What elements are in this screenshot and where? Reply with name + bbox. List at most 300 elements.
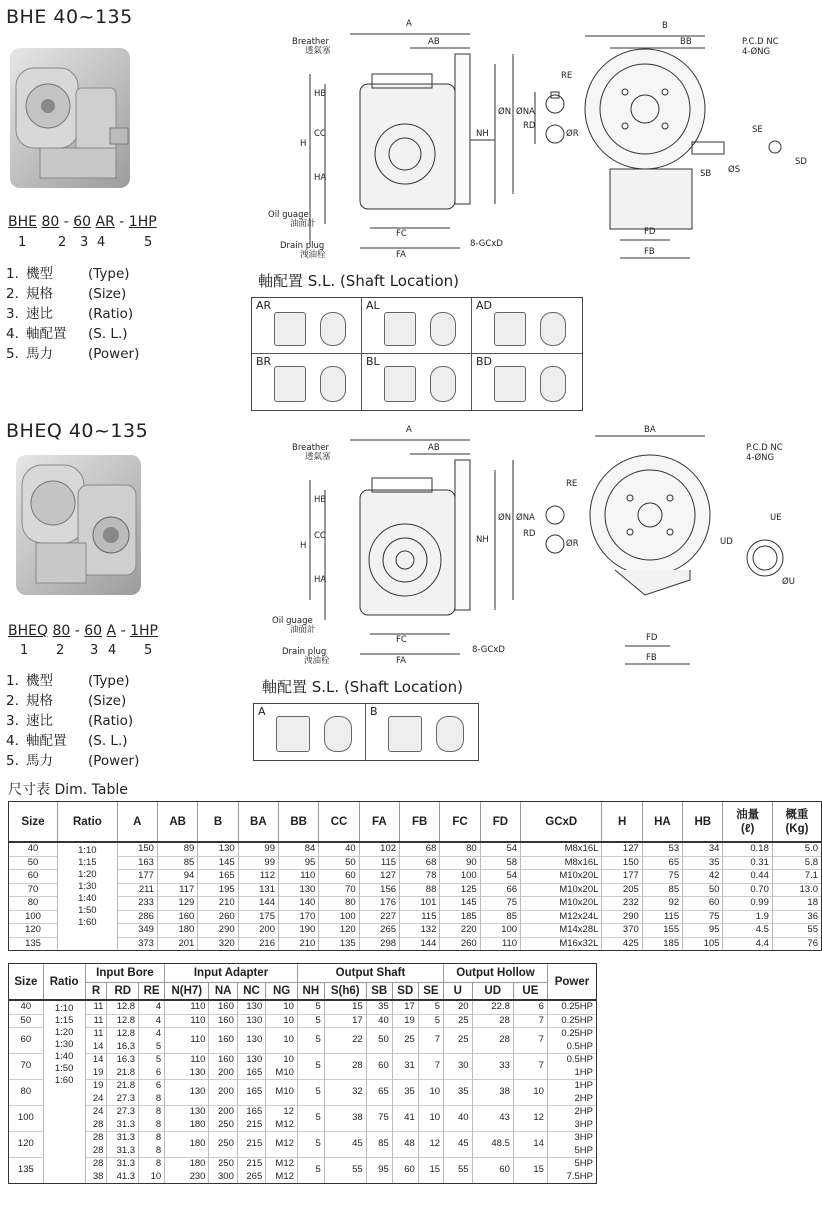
- cell-value: 140: [279, 897, 319, 911]
- cell-hollow: 7: [513, 1014, 547, 1028]
- cell-shaft: 15: [418, 1158, 443, 1184]
- cell-shaft: 75: [366, 1106, 392, 1132]
- cell-value: 131: [238, 883, 278, 897]
- cell-hollow: 35: [444, 1080, 472, 1106]
- th-weight: 概重 (Kg): [772, 802, 821, 842]
- cell-bore: 31.3: [107, 1158, 139, 1171]
- bhe-legend-list: [6, 264, 139, 364]
- cell-value: 180: [157, 924, 197, 938]
- cell-size: 80: [9, 1080, 43, 1106]
- cell-adapter: 250: [209, 1119, 237, 1132]
- cell-bore: 27.3: [107, 1093, 139, 1106]
- cell-bore: 8: [139, 1119, 165, 1132]
- cell-shaft: 15: [324, 1000, 366, 1014]
- th2-sub: NC: [237, 982, 265, 1000]
- table-row: [9, 1158, 596, 1171]
- cell-size: 60: [9, 1028, 43, 1054]
- bhe-product-photo: [10, 48, 130, 188]
- bhe-dim-s: ØS: [728, 165, 741, 175]
- bheq-dim-n: ØN: [498, 513, 512, 523]
- bhe-dim-n: ØN: [498, 107, 512, 117]
- cell-value: 85: [157, 856, 197, 870]
- cell-adapter: 215: [237, 1158, 265, 1171]
- cell-value: 176: [359, 897, 399, 911]
- table-row: [9, 883, 821, 897]
- cell-value: 135: [319, 937, 359, 950]
- cell-bore: 11: [85, 1014, 107, 1028]
- cell-bore: 4: [139, 1000, 165, 1014]
- th2-input-adapter: Input Adapter: [165, 964, 298, 982]
- th2-sub: NG: [266, 982, 298, 1000]
- cell-adapter: 160: [209, 1000, 237, 1014]
- th2-sub: R: [85, 982, 107, 1000]
- cell-shaft: 5: [297, 1158, 324, 1184]
- cell-value: 75: [683, 910, 723, 924]
- cell-bore: 28: [85, 1132, 107, 1145]
- cell-adapter: 10: [266, 1000, 298, 1014]
- bhe-dim-r: ØR: [566, 129, 579, 139]
- bhe-sl-grid: [251, 297, 583, 411]
- bhe-drain-label: Drain plug: [280, 241, 325, 251]
- cell-size: 135: [9, 1158, 43, 1184]
- cell-power: 2HP: [547, 1106, 596, 1119]
- cell-hollow: 14: [513, 1132, 547, 1158]
- cell-hollow: 43: [472, 1106, 513, 1132]
- bheq-dim-pcd: P.C.D NC: [746, 443, 783, 453]
- bheq-dim-u: ØU: [782, 577, 795, 587]
- bhe-model-code: BHE 80 - 60 AR - 1HP: [8, 214, 157, 230]
- cell-value: 90: [440, 856, 480, 870]
- bheq-dim-fc: FC: [396, 635, 407, 645]
- bhe-dim-nh: NH: [476, 129, 489, 139]
- cell-shaft: 12: [418, 1132, 443, 1158]
- cell-adapter: 160: [209, 1014, 237, 1028]
- cell-bore: 4: [139, 1028, 165, 1041]
- cell-shaft: 48: [392, 1132, 418, 1158]
- cell-value: 34: [683, 842, 723, 856]
- cell-hollow: 20: [444, 1000, 472, 1014]
- bheq-legend-list: [6, 671, 139, 771]
- bhe-dim-cc: CC: [314, 129, 326, 139]
- bhe-dim-fd: FD: [644, 227, 656, 237]
- cell-value: 94: [157, 870, 197, 884]
- bhe-technical-drawing: [250, 14, 820, 264]
- bhe-dim-na: ØNA: [516, 107, 535, 117]
- cell-shaft: 5: [297, 1000, 324, 1014]
- cell-adapter: 230: [165, 1171, 209, 1184]
- cell-value: 185: [440, 910, 480, 924]
- cell-bore: 8: [139, 1158, 165, 1171]
- ratio-value: 1:10: [54, 1003, 74, 1014]
- table2-subheader-row: [9, 982, 596, 1000]
- cell-value: 265: [359, 924, 399, 938]
- bhe-dim-gc: 8-GCxD: [470, 239, 503, 249]
- cell-value: 165: [198, 870, 238, 884]
- cell-bore: 14: [85, 1054, 107, 1067]
- cell-value: 175: [238, 910, 278, 924]
- bhe-dim-sd: SD: [795, 157, 807, 167]
- legend-item: 2. 規格 (Size): [6, 693, 127, 709]
- cell-hollow: 25: [444, 1014, 472, 1028]
- th-fb: FB: [400, 802, 440, 842]
- legend-item: 1. 機型 (Type): [6, 266, 130, 282]
- cell-value: 144: [400, 937, 440, 950]
- cell-adapter: 200: [209, 1106, 237, 1119]
- cell-value: 298: [359, 937, 399, 950]
- bhe-breather-label: Breather: [292, 37, 330, 47]
- cell-adapter: 180: [165, 1119, 209, 1132]
- bhe-oil-label: Oil guage: [268, 210, 309, 220]
- cell-value: 115: [400, 910, 440, 924]
- th-b: B: [198, 802, 238, 842]
- cell-adapter: M10: [266, 1080, 298, 1106]
- cell-value: 68: [400, 842, 440, 856]
- cell-value: 85: [642, 883, 682, 897]
- bhe-dim-ha: HA: [314, 173, 327, 183]
- cell-bore: 6: [139, 1067, 165, 1080]
- cell-shaft: 28: [324, 1054, 366, 1080]
- cell-shaft: 10: [418, 1080, 443, 1106]
- bheq-sl-grid: [253, 703, 479, 761]
- cell-value: 115: [359, 856, 399, 870]
- cell-shaft: 41: [392, 1106, 418, 1132]
- cell-bore: 19: [85, 1080, 107, 1093]
- cell-shaft: 5: [297, 1132, 324, 1158]
- cell-bore: 24: [85, 1106, 107, 1119]
- th2-input-bore: Input Bore: [85, 964, 165, 982]
- cell-shaft: 65: [366, 1080, 392, 1106]
- th-cc: CC: [319, 802, 359, 842]
- bheq-title: BHEQ 40~135: [6, 420, 149, 442]
- cell-value: 127: [359, 870, 399, 884]
- cell-adapter: 110: [165, 1014, 209, 1028]
- ratio-value: 1:60: [54, 1075, 74, 1086]
- cell-value: 35: [683, 856, 723, 870]
- cell-bore: 16.3: [107, 1054, 139, 1067]
- bheq-dim-ue: UE: [770, 513, 782, 523]
- bheq-dim-ng: 4-ØNG: [746, 453, 775, 463]
- bheq-dim-na: ØNA: [516, 513, 535, 523]
- bhe-dim-fb: FB: [644, 247, 655, 257]
- cell-value: 120: [319, 924, 359, 938]
- table-row: [9, 1014, 596, 1028]
- cell-bore: 12.8: [107, 1014, 139, 1028]
- cell-size: 120: [9, 1132, 43, 1158]
- cell-bore: 14: [85, 1041, 107, 1054]
- bhe-dim-ab: AB: [428, 37, 440, 47]
- th2-sub: SD: [392, 982, 418, 1000]
- cell-size: 70: [9, 1054, 43, 1080]
- cell-power: 0.5HP: [566, 1040, 593, 1052]
- th2-sub: S(h6): [324, 982, 366, 1000]
- th-h: H: [602, 802, 642, 842]
- cell-power: 3HP: [574, 1118, 593, 1130]
- cell-bore: 8: [139, 1132, 165, 1145]
- bhe-dim-ng: 4-ØNG: [742, 47, 771, 57]
- cell-value: 5.0: [804, 843, 818, 854]
- cell-value: M8x16L: [521, 856, 602, 870]
- cell-power: 0.25HP: [547, 1028, 596, 1041]
- cell-value: 150: [117, 842, 157, 856]
- cell-bore: 5: [139, 1054, 165, 1067]
- th2-sub: SE: [418, 982, 443, 1000]
- legend-item: 4. 軸配置 (S. L.): [6, 326, 128, 342]
- cell-power: 7.5HP: [566, 1170, 593, 1182]
- cell-power: 0.5HP: [547, 1054, 596, 1067]
- cell-bore: 11: [85, 1000, 107, 1014]
- bhe-breather-zh: 透氣塞: [305, 46, 331, 56]
- cell-bore: 8: [139, 1145, 165, 1158]
- cell-power: 0.25HP: [561, 1001, 593, 1012]
- cell-value: 100: [440, 870, 480, 884]
- bheq-dim-fd: FD: [646, 633, 658, 643]
- ratio-value: 1:60: [78, 917, 97, 928]
- ratio-value: 1:30: [78, 881, 97, 892]
- cell-shaft: 5: [297, 1014, 324, 1028]
- bheq-breather-label: Breather: [292, 443, 330, 453]
- cell-adapter: 130: [237, 1028, 265, 1054]
- cell-value: 216: [238, 937, 278, 950]
- cell-hollow: 22.8: [472, 1000, 513, 1014]
- cell-value: 132: [400, 924, 440, 938]
- cell-power: 2HP: [574, 1092, 593, 1104]
- cell-power: 1HP: [574, 1066, 593, 1078]
- cell-hollow: 28: [472, 1028, 513, 1054]
- cell-size: 80: [9, 897, 58, 911]
- cell-adapter: 110: [165, 1000, 209, 1014]
- cell-value: 0.18: [723, 842, 772, 856]
- cell-value: 373: [117, 937, 157, 950]
- cell-value: 177: [602, 870, 642, 884]
- cell-value: 95: [279, 856, 319, 870]
- cell-adapter: 130: [165, 1067, 209, 1080]
- cell-size: 50: [9, 856, 58, 870]
- table-row: [9, 1080, 596, 1093]
- th2-sub: U: [444, 982, 472, 1000]
- ratio-value: 1:40: [54, 1051, 74, 1062]
- th2-sub: NA: [209, 982, 237, 1000]
- cell-adapter: 160: [209, 1054, 237, 1067]
- cell-size: 120: [9, 924, 58, 938]
- cell-value: 102: [359, 842, 399, 856]
- cell-value: 92: [642, 897, 682, 911]
- ratio-value: 1:10: [78, 845, 97, 856]
- cell-hollow: 55: [444, 1158, 472, 1184]
- table2-group-row: [9, 964, 596, 982]
- cell-hollow: 33: [472, 1054, 513, 1080]
- bheq-dim-gc: 8-GCxD: [472, 645, 505, 655]
- bhe-dim-sb: SB: [700, 169, 712, 179]
- th-ratio: Ratio: [58, 802, 118, 842]
- cell-shaft: 5: [297, 1080, 324, 1106]
- cell-hollow: 40: [444, 1106, 472, 1132]
- cell-value: 110: [279, 870, 319, 884]
- bheq-dim-fb: FB: [646, 653, 657, 663]
- ratio-value: 1:30: [54, 1039, 74, 1050]
- cell-value: 99: [238, 842, 278, 856]
- cell-hollow: 12: [513, 1106, 547, 1132]
- cell-adapter: 215: [237, 1119, 265, 1132]
- cell-value: 286: [117, 910, 157, 924]
- cell-bore: 28: [85, 1158, 107, 1171]
- table-row: [9, 910, 821, 924]
- cell-value: 80: [440, 842, 480, 856]
- cell-bore: 10: [139, 1171, 165, 1184]
- cell-size: 135: [9, 937, 58, 950]
- bhe-dim-b: B: [662, 21, 668, 31]
- cell-size: 40: [9, 842, 58, 856]
- bhe-oil-zh: 油面計: [290, 219, 316, 229]
- cell-value: 18: [772, 897, 821, 911]
- cell-value: 190: [279, 924, 319, 938]
- th2-sub: UE: [513, 982, 547, 1000]
- cell-adapter: M12: [266, 1171, 298, 1184]
- cell-shaft: 19: [392, 1014, 418, 1028]
- cell-power: 5HP: [574, 1144, 593, 1156]
- bheq-oil-zh: 油面計: [290, 625, 316, 635]
- th-ab: AB: [157, 802, 197, 842]
- cell-value: 85: [480, 910, 520, 924]
- cell-value: 145: [198, 856, 238, 870]
- cell-adapter: 265: [237, 1171, 265, 1184]
- cell-value: 145: [440, 897, 480, 911]
- bheq-technical-drawing: [250, 420, 820, 670]
- cell-shaft: 22: [324, 1028, 366, 1054]
- cell-value: 42: [683, 870, 723, 884]
- cell-size: 60: [9, 870, 58, 884]
- bheq-dim-hb: HB: [314, 495, 327, 505]
- th2-ratio: Ratio: [43, 964, 85, 1000]
- th-a: A: [117, 802, 157, 842]
- cell-value: M8x16L: [521, 842, 602, 856]
- table-row: [9, 1028, 596, 1041]
- cell-shaft: 35: [366, 1000, 392, 1014]
- cell-value: 210: [198, 897, 238, 911]
- bhe-drain-zh: 洩油栓: [300, 250, 326, 260]
- sl-cell-b: B: [366, 704, 478, 760]
- cell-shaft: 40: [366, 1014, 392, 1028]
- cell-bore: 12.8: [107, 1028, 139, 1041]
- cell-value: 160: [157, 910, 197, 924]
- cell-shaft: 5: [297, 1028, 324, 1054]
- cell-value: 7.1: [772, 870, 821, 884]
- cell-hollow: 38: [472, 1080, 513, 1106]
- bheq-model-code: BHEQ 80 - 60 A - 1HP: [8, 623, 158, 639]
- cell-adapter: 10: [266, 1028, 298, 1054]
- cell-value: 370: [602, 924, 642, 938]
- cell-value: 425: [602, 937, 642, 950]
- bheq-dim-ha: HA: [314, 575, 327, 585]
- cell-value: 75: [480, 897, 520, 911]
- cell-value: M14x28L: [521, 924, 602, 938]
- bheq-drain-label: Drain plug: [282, 647, 327, 657]
- cell-value: 349: [117, 924, 157, 938]
- cell-value: 156: [359, 883, 399, 897]
- cell-value: 75: [642, 870, 682, 884]
- cell-adapter: 130: [165, 1080, 209, 1106]
- cell-shaft: 17: [392, 1000, 418, 1014]
- cell-power: 0.25HP: [547, 1014, 596, 1028]
- cell-adapter: 10: [266, 1014, 298, 1028]
- cell-value: 60: [319, 870, 359, 884]
- cell-value: 125: [440, 883, 480, 897]
- cell-value: 0.70: [723, 883, 772, 897]
- cell-adapter: M12: [266, 1158, 298, 1171]
- bheq-oil-label: Oil guage: [272, 616, 313, 626]
- cell-bore: 31.3: [107, 1145, 139, 1158]
- cell-value: 53: [642, 842, 682, 856]
- cell-value: 1.9: [723, 910, 772, 924]
- bheq-product-photo: [16, 455, 141, 595]
- bhe-dim-fa: FA: [396, 250, 406, 260]
- cell-adapter: 160: [209, 1028, 237, 1054]
- cell-value: 88: [400, 883, 440, 897]
- cell-bore: 12.8: [107, 1000, 139, 1014]
- cell-adapter: M12: [266, 1132, 298, 1158]
- cell-shaft: 7: [418, 1054, 443, 1080]
- cell-value: 65: [642, 856, 682, 870]
- cell-power: 5HP: [547, 1158, 596, 1171]
- cell-adapter: 110: [165, 1054, 209, 1067]
- cell-value: 110: [480, 937, 520, 950]
- cell-bore: 6: [139, 1080, 165, 1093]
- cell-adapter: 130: [237, 1014, 265, 1028]
- cell-adapter: 165: [237, 1106, 265, 1119]
- th-bb: BB: [279, 802, 319, 842]
- cell-shaft: 60: [366, 1054, 392, 1080]
- cell-size: 40: [9, 1000, 43, 1014]
- cell-value: 205: [602, 883, 642, 897]
- cell-adapter: 200: [209, 1067, 237, 1080]
- cell-shaft: 10: [418, 1106, 443, 1132]
- cell-value: 163: [117, 856, 157, 870]
- cell-bore: 16.3: [107, 1041, 139, 1054]
- cell-adapter: 250: [209, 1132, 237, 1158]
- cell-value: 211: [117, 883, 157, 897]
- cell-hollow: 30: [444, 1054, 472, 1080]
- cell-shaft: 5: [418, 1000, 443, 1014]
- cell-bore: 21.8: [107, 1080, 139, 1093]
- legend-item: 3. 速比 (Ratio): [6, 713, 134, 729]
- cell-adapter: 200: [209, 1080, 237, 1106]
- sl-cell-bd: BD: [472, 354, 582, 410]
- cell-value: 58: [480, 856, 520, 870]
- table-row: [9, 924, 821, 938]
- sl-cell-al: AL: [362, 298, 472, 354]
- bhe-dim-h: H: [300, 139, 307, 149]
- cell-value: 144: [238, 897, 278, 911]
- bhe-dim-hb: HB: [314, 89, 327, 99]
- cell-bore: 21.8: [107, 1067, 139, 1080]
- cell-value: 290: [198, 924, 238, 938]
- th2-power: Power: [547, 964, 596, 1000]
- cell-value: 201: [157, 937, 197, 950]
- table-row: [9, 1132, 596, 1145]
- cell-value: 84: [279, 842, 319, 856]
- cell-value: 50: [319, 856, 359, 870]
- cell-shaft: 32: [324, 1080, 366, 1106]
- cell-value: 80: [319, 897, 359, 911]
- cell-value: M12x24L: [521, 910, 602, 924]
- cell-value: 95: [683, 924, 723, 938]
- cell-adapter: 250: [209, 1158, 237, 1171]
- bheq-dim-nh: NH: [476, 535, 489, 545]
- th2-output-shaft: Output Shaft: [297, 964, 443, 982]
- cell-adapter: 12: [266, 1106, 298, 1119]
- table-row: [9, 856, 821, 870]
- th-hb: HB: [683, 802, 723, 842]
- bheq-dim-ab: AB: [428, 443, 440, 453]
